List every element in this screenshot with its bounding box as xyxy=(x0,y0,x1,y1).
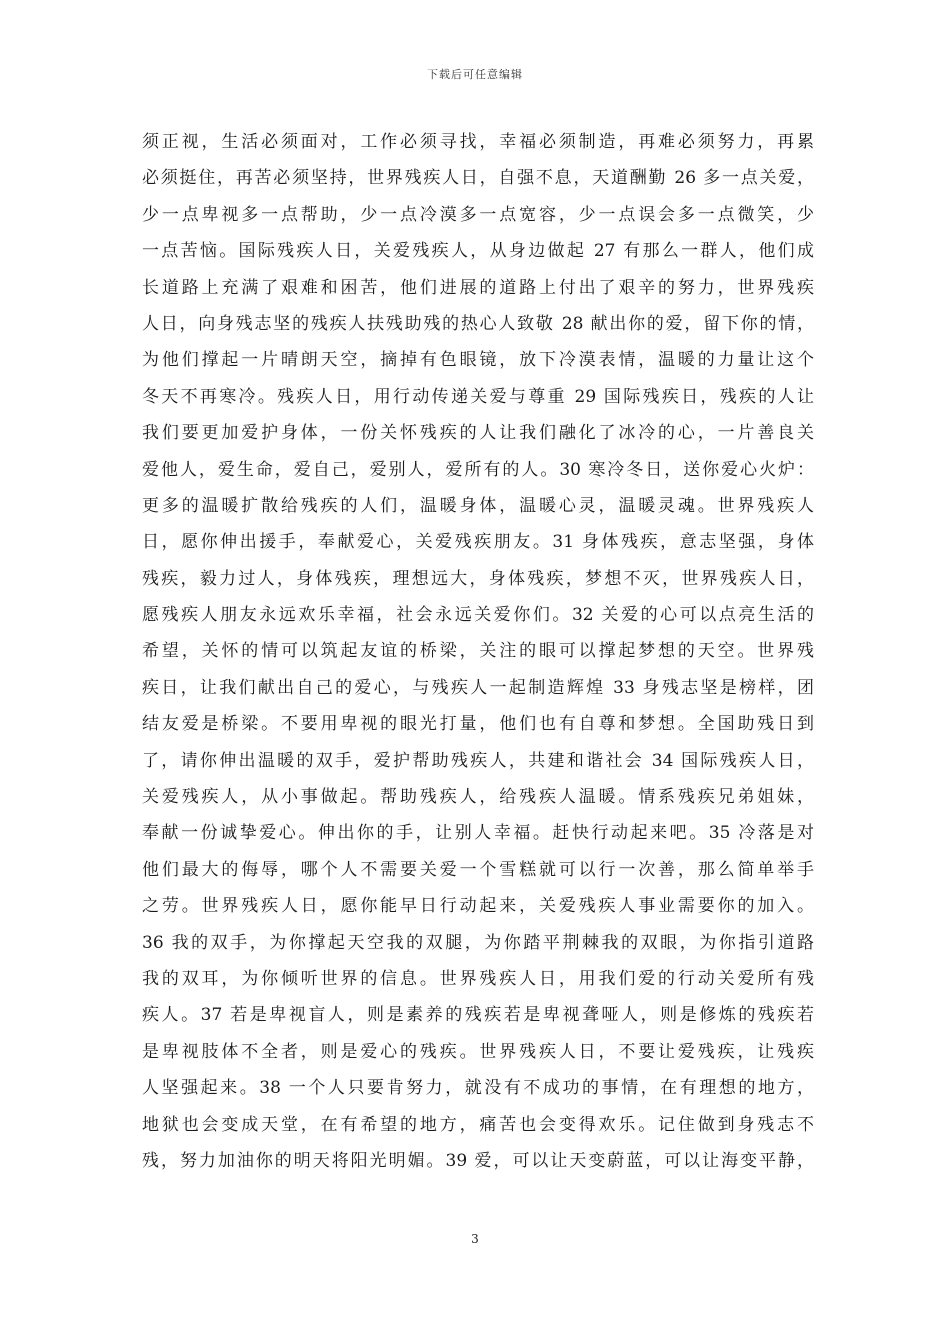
text-line: 日，愿你伸出援手，奉献爱心，关爱残疾朋友。31 身体残疾，意志坚强，身体 xyxy=(142,532,814,553)
text-line: 人日，向身残志坚的残疾人扶残助残的热心人致敬 28 献出你的爱，留下你的情， xyxy=(142,313,814,334)
text-line: 地狱也会变成天堂，在有希望的地方，痛苦也会变得欢乐。记住做到身残志不 xyxy=(142,1114,814,1135)
text-line: 必须挺住，再苦必须坚持，世界残疾人日，自强不息，天道酬勤 26 多一点关爱， xyxy=(142,168,814,189)
body-text xyxy=(142,124,814,1179)
text-line: 为他们撑起一片晴朗天空，摘掉有色眼镜，放下冷漠表情，温暖的力量让这个 xyxy=(142,350,814,371)
text-line: 人坚强起来。38 一个人只要肯努力，就没有不成功的事情，在有理想的地方， xyxy=(142,1078,814,1099)
text-line: 残疾，毅力过人，身体残疾，理想远大，身体残疾，梦想不灭，世界残疾人日， xyxy=(142,568,814,589)
text-line: 残，努力加油你的明天将阳光明媚。39 爱，可以让天变蔚蓝，可以让海变平静， xyxy=(142,1150,814,1171)
text-line: 希望，关怀的情可以筑起友谊的桥梁，关注的眼可以撑起梦想的天空。世界残 xyxy=(142,641,814,662)
text-line: 更多的温暖扩散给残疾的人们，温暖身体，温暖心灵，温暖灵魂。世界残疾人 xyxy=(142,495,814,516)
text-line: 须正视，生活必须面对，工作必须寻找，幸福必须制造，再难必须努力，再累 xyxy=(142,132,814,152)
text-line: 爱他人，爱生命，爱自己，爱别人，爱所有的人。30 寒冷冬日，送你爱心火炉： xyxy=(142,459,814,480)
text-line: 之劳。世界残疾人日，愿你能早日行动起来，关爱残疾人事业需要你的加入。 xyxy=(142,896,814,917)
page-header: 下载后可任意编辑 xyxy=(427,68,523,81)
text-line: 少一点卑视多一点帮助，少一点冷漠多一点宽容，少一点误会多一点微笑，少 xyxy=(142,204,814,225)
text-line: 36 我的双手，为你撑起天空我的双腿，为你踏平荆棘我的双眼，为你指引道路 xyxy=(142,932,814,953)
text-line: 长道路上充满了艰难和困苦，他们进展的道路上付出了艰辛的努力，世界残疾 xyxy=(142,277,814,298)
text-line: 奉献一份诚挚爱心。伸出你的手，让别人幸福。赶快行动起来吧。35 冷落是对 xyxy=(142,823,814,844)
text-line: 关爱残疾人，从小事做起。帮助残疾人，给残疾人温暖。情系残疾兄弟姐妹， xyxy=(142,787,814,808)
text-line: 是卑视肢体不全者，则是爱心的残疾。世界残疾人日，不要让爱残疾，让残疾 xyxy=(142,1041,814,1062)
text-line: 他们最大的侮辱，哪个人不需要关爱一个雪糕就可以行一次善，那么简单举手 xyxy=(142,859,814,880)
text-line: 我的双耳，为你倾听世界的信息。世界残疾人日，用我们爱的行动关爱所有残 xyxy=(142,968,814,989)
text-line: 疾日，让我们献出自己的爱心，与残疾人一起制造辉煌 33 身残志坚是榜样，团 xyxy=(142,677,814,698)
text-line: 疾人。37 若是卑视盲人，则是素养的残疾若是卑视聋哑人，则是修炼的残疾若 xyxy=(142,1005,814,1026)
text-line: 冬天不再寒冷。残疾人日，用行动传递关爱与尊重 29 国际残疾日，残疾的人让 xyxy=(142,386,814,407)
text-line: 我们要更加爱护身体，一份关怀残疾的人让我们融化了冰冷的心，一片善良关 xyxy=(142,423,814,444)
text-line: 结友爱是桥梁。不要用卑视的眼光打量，他们也有自尊和梦想。全国助残日到 xyxy=(142,714,814,735)
text-line: 了，请你伸出温暖的双手，爱护帮助残疾人，共建和谐社会 34 国际残疾人日， xyxy=(142,750,814,771)
text-line: 愿残疾人朋友永远欢乐幸福，社会永远关爱你们。32 关爱的心可以点亮生活的 xyxy=(142,605,814,626)
page-number: 3 xyxy=(471,1232,479,1246)
text-line: 一点苦恼。国际残疾人日，关爱残疾人，从身边做起 27 有那么一群人，他们成 xyxy=(142,241,814,262)
